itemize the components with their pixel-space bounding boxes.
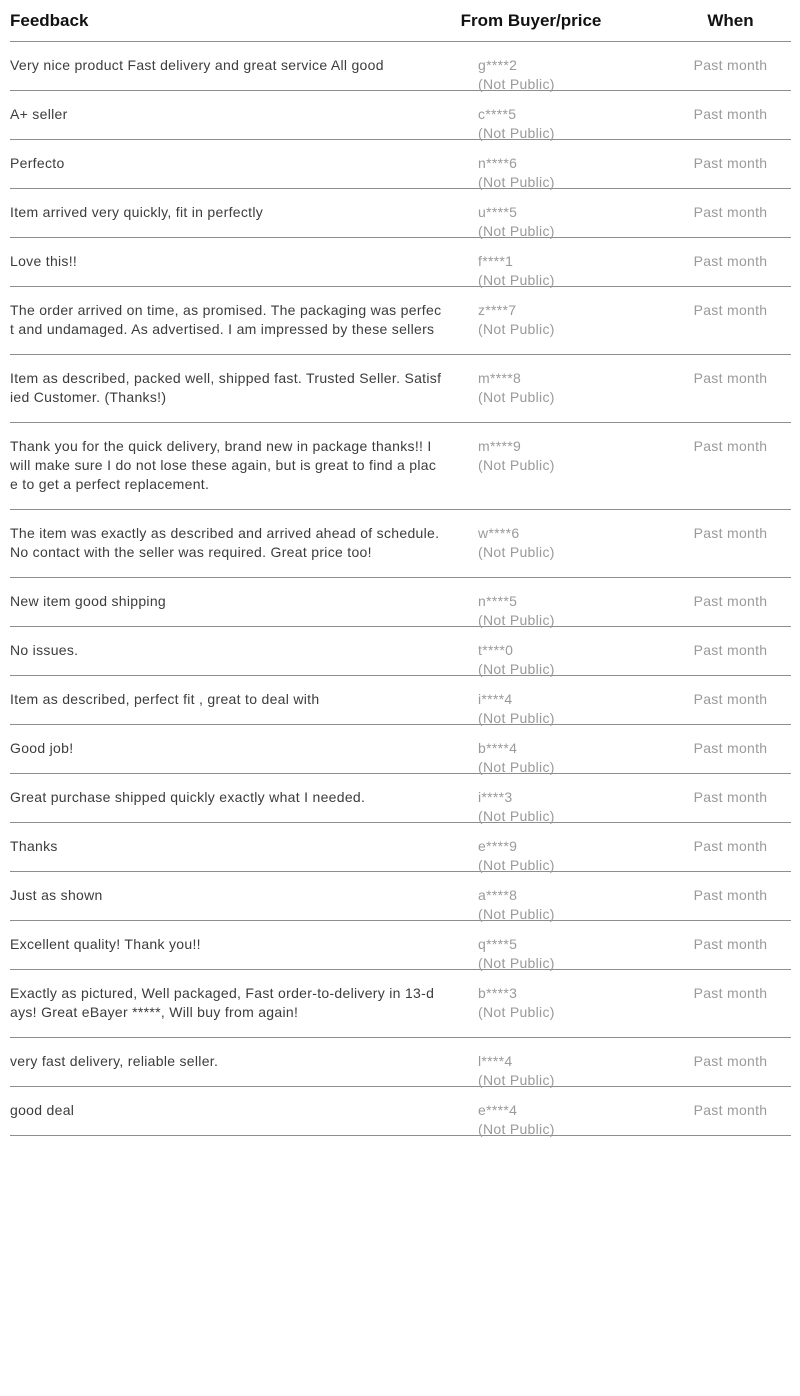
feedback-text: Thank you for the quick delivery, brand new in package thanks!! I will make sure I do not lose these again, but is great to find a place to get a perfect replacement. <box>10 438 437 492</box>
when-cell: Past month <box>693 789 768 805</box>
buyer-not-public-label: (Not Public) <box>478 661 555 677</box>
feedback-text: Excellent quality! Thank you!! <box>10 936 201 952</box>
when-cell: Past month <box>693 438 768 454</box>
buyer-not-public-label: (Not Public) <box>478 272 555 288</box>
buyer-not-public-label: (Not Public) <box>478 223 555 239</box>
when-cell: Past month <box>693 1053 768 1069</box>
feedback-row <box>10 823 791 872</box>
buyer-masked-username: c****5 <box>478 106 517 122</box>
feedback-text: very fast delivery, reliable seller. <box>10 1053 219 1069</box>
buyer-not-public-label: (Not Public) <box>478 76 555 92</box>
buyer-masked-username: q****5 <box>478 936 518 952</box>
buyer-not-public-label: (Not Public) <box>478 389 555 405</box>
buyer-not-public-label: (Not Public) <box>478 808 555 824</box>
buyer-cell <box>450 788 670 824</box>
feedback-row <box>10 140 791 189</box>
buyer-not-public-label: (Not Public) <box>478 906 555 922</box>
feedback-row <box>10 42 791 91</box>
buyer-cell <box>450 837 670 873</box>
buyer-not-public-label: (Not Public) <box>478 457 555 473</box>
buyer-masked-username: n****5 <box>478 593 518 609</box>
feedback-text: A+ seller <box>10 106 68 122</box>
buyer-cell <box>450 369 670 405</box>
buyer-not-public-label: (Not Public) <box>478 710 555 726</box>
when-cell: Past month <box>693 302 768 318</box>
feedback-text: Good job! <box>10 740 74 756</box>
feedback-row <box>10 627 791 676</box>
buyer-cell <box>450 984 670 1020</box>
buyer-not-public-label: (Not Public) <box>478 857 555 873</box>
when-cell: Past month <box>693 985 768 1001</box>
buyer-masked-username: g****2 <box>478 57 518 73</box>
buyer-masked-username: a****8 <box>478 887 518 903</box>
buyer-not-public-label: (Not Public) <box>478 1121 555 1137</box>
when-cell: Past month <box>693 936 768 952</box>
buyer-not-public-label: (Not Public) <box>478 612 555 628</box>
when-cell: Past month <box>693 106 768 122</box>
when-cell: Past month <box>693 204 768 220</box>
when-cell: Past month <box>693 370 768 386</box>
buyer-cell <box>450 1101 670 1137</box>
buyer-cell <box>450 886 670 922</box>
feedback-text: Very nice product Fast delivery and great service All good <box>10 57 384 73</box>
feedback-row <box>10 921 791 970</box>
feedback-row <box>10 423 791 510</box>
feedback-row <box>10 238 791 287</box>
feedback-text: The order arrived on time, as promised. The packaging was perfect and undamaged. As advertised. I am impressed by these sellers <box>10 302 442 337</box>
buyer-cell <box>450 1052 670 1088</box>
feedback-text: Item as described, perfect fit , great to deal with <box>10 691 320 707</box>
feedback-text: Just as shown <box>10 887 103 903</box>
feedback-table <box>10 0 791 1136</box>
buyer-masked-username: m****9 <box>478 438 522 454</box>
when-cell: Past month <box>693 740 768 756</box>
buyer-masked-username: u****5 <box>478 204 518 220</box>
feedback-row <box>10 510 791 578</box>
buyer-masked-username: i****3 <box>478 789 513 805</box>
feedback-text: Item as described, packed well, shipped fast. Trusted Seller. Satisfied Customer. (Thanks!) <box>10 370 442 405</box>
buyer-cell <box>450 105 670 141</box>
table-header-row <box>10 0 791 42</box>
buyer-not-public-label: (Not Public) <box>478 1072 555 1088</box>
buyer-cell <box>450 935 670 971</box>
column-header-feedback: Feedback <box>10 11 89 30</box>
when-cell: Past month <box>693 57 768 73</box>
feedback-text: good deal <box>10 1102 75 1118</box>
buyer-masked-username: b****3 <box>478 985 518 1001</box>
column-header-when: When <box>707 11 754 30</box>
buyer-masked-username: m****8 <box>478 370 522 386</box>
buyer-not-public-label: (Not Public) <box>478 544 555 560</box>
feedback-text: Exactly as pictured, Well packaged, Fast order-to-delivery in 13-days! Great eBayer *****, Will buy from again! <box>10 985 435 1020</box>
when-cell: Past month <box>693 593 768 609</box>
buyer-cell <box>450 154 670 190</box>
table-body <box>10 42 791 1136</box>
buyer-cell <box>450 56 670 92</box>
buyer-masked-username: t****0 <box>478 642 514 658</box>
when-cell: Past month <box>693 838 768 854</box>
buyer-masked-username: e****4 <box>478 1102 518 1118</box>
buyer-not-public-label: (Not Public) <box>478 174 555 190</box>
when-cell: Past month <box>693 887 768 903</box>
buyer-not-public-label: (Not Public) <box>478 955 555 971</box>
feedback-row <box>10 287 791 355</box>
buyer-masked-username: e****9 <box>478 838 518 854</box>
buyer-masked-username: n****6 <box>478 155 518 171</box>
buyer-masked-username: b****4 <box>478 740 518 756</box>
feedback-row <box>10 355 791 423</box>
when-cell: Past month <box>693 1102 768 1118</box>
buyer-not-public-label: (Not Public) <box>478 321 555 337</box>
buyer-cell <box>450 690 670 726</box>
when-cell: Past month <box>693 253 768 269</box>
feedback-row <box>10 578 791 627</box>
feedback-row <box>10 91 791 140</box>
when-cell: Past month <box>693 155 768 171</box>
buyer-not-public-label: (Not Public) <box>478 125 555 141</box>
column-header-from-buyer-price: From Buyer/price <box>460 11 602 30</box>
buyer-cell <box>450 203 670 239</box>
when-cell: Past month <box>693 691 768 707</box>
feedback-text: Love this!! <box>10 253 78 269</box>
buyer-not-public-label: (Not Public) <box>478 1004 555 1020</box>
buyer-cell <box>450 739 670 775</box>
buyer-cell <box>450 524 670 560</box>
feedback-text: The item was exactly as described and arrived ahead of schedule. No contact with the seller was required. Great price too! <box>10 525 440 560</box>
feedback-row <box>10 676 791 725</box>
buyer-masked-username: w****6 <box>478 525 520 541</box>
buyer-cell <box>450 252 670 288</box>
feedback-text: Great purchase shipped quickly exactly what I needed. <box>10 789 366 805</box>
feedback-text: Perfecto <box>10 155 65 171</box>
buyer-cell <box>450 437 670 473</box>
feedback-row <box>10 189 791 238</box>
feedback-row <box>10 774 791 823</box>
feedback-text: Item arrived very quickly, fit in perfectly <box>10 204 264 220</box>
feedback-row <box>10 1087 791 1136</box>
buyer-cell <box>450 592 670 628</box>
feedback-row <box>10 725 791 774</box>
when-cell: Past month <box>693 525 768 541</box>
buyer-masked-username: i****4 <box>478 691 513 707</box>
buyer-masked-username: l****4 <box>478 1053 513 1069</box>
feedback-row <box>10 970 791 1038</box>
feedback-row <box>10 1038 791 1087</box>
feedback-text: Thanks <box>10 838 58 854</box>
feedback-text: New item good shipping <box>10 593 167 609</box>
feedback-text: No issues. <box>10 642 79 658</box>
when-cell: Past month <box>693 642 768 658</box>
buyer-cell <box>450 301 670 337</box>
buyer-not-public-label: (Not Public) <box>478 759 555 775</box>
buyer-masked-username: f****1 <box>478 253 514 269</box>
buyer-masked-username: z****7 <box>478 302 517 318</box>
buyer-cell <box>450 641 670 677</box>
feedback-row <box>10 872 791 921</box>
